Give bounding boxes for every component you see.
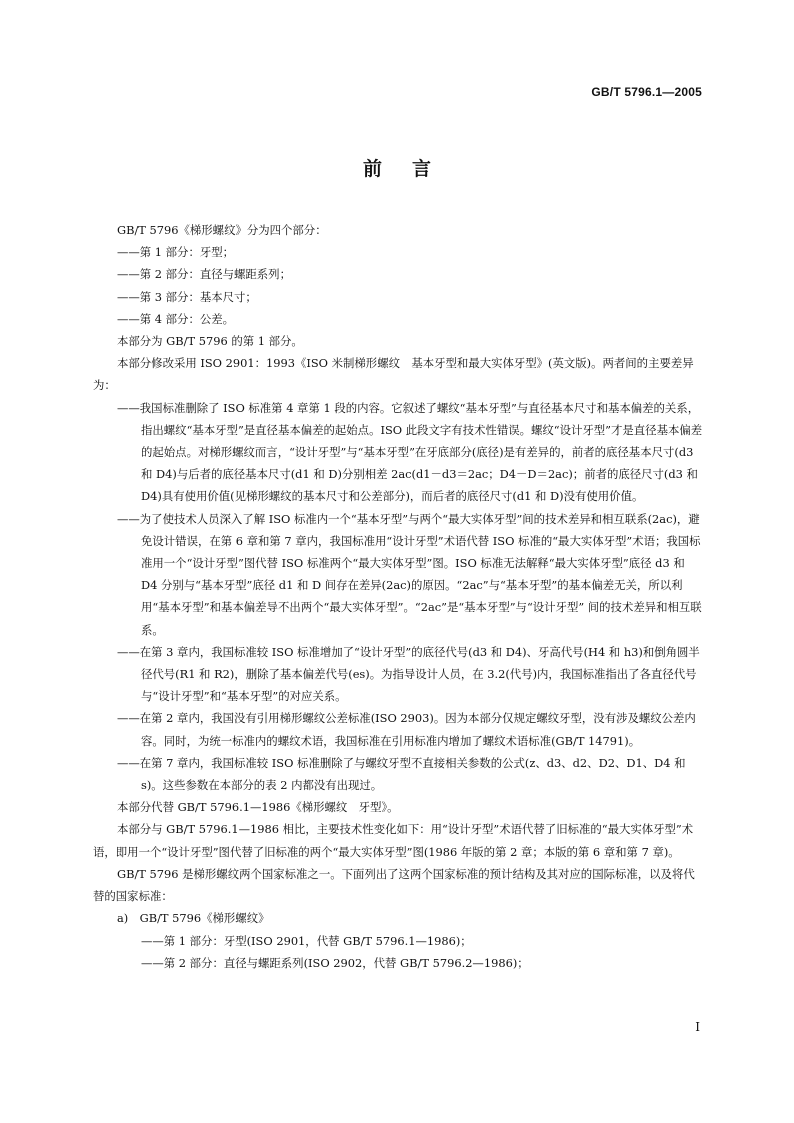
diff-item-5: ——在第 7 章内，我国标准较 ISO 标准删除了与螺纹牙型不直接相关参数的公式(z、d3、d2、D2、D1、D4 和 s)。这些参数在本部分的表 2 内都没有出现过。 [117, 755, 686, 793]
para-adopt: 本部分修改采用 ISO 2901：1993《ISO 米制梯形螺纹 基本牙型和最大实体牙型》(英文版)。两者间的主要差异为： [93, 356, 694, 393]
diff-item-4: ——在第 2 章内，我国没有引用梯形螺纹公差标准(ISO 2903)。因为本部分仅规定螺纹牙型，没有涉及螺纹公差内容。同时，为统一标准内的螺纹术语，我国标准在引用标准内增加了螺纹术语标准(GB/T 14791)。 [117, 711, 696, 748]
standard-code: GB/T 5796.1—2005 [591, 85, 702, 99]
part-item: ——第 1 部分：牙型； [117, 245, 235, 260]
diff-item-1: ——我国标准删除了 ISO 标准第 4 章第 1 段的内容。它叙述了螺纹“基本牙型”与直径基本尺寸和基本偏差的关系，指出螺纹“基本牙型”是直径基本偏差的起始点。ISO 此段文字有技术性错误。螺纹“设计牙型”才是直径基本偏差的起始点。对梯形螺纹而言，“设计牙型”与“基本牙型”在牙底部分(底径)是有差异的，前者的底径基本尺寸(d3 和 D4)与后者的底径基本尺寸(d1 和 D)分别相差 2ac(d1－d3＝2ac；D4－D＝2ac)；前者的底径尺寸(d3 和 D4)具有使用价值(见梯形螺纹的基本尺寸和公差部分)，而后者的底径尺寸(d1 和 D)没有使用价值。 [117, 400, 703, 504]
diff-item-2: ——为了使技术人员深入了解 ISO 标准内一个“基本牙型”与两个“最大实体牙型”间的技术差异和相互联系(2ac)，避免设计错误，在第 6 章和第 7 章内，我国标准用“设计牙型”术语代替 ISO 标准的“最大实体牙型”术语；我国标准用一个“设计牙型”图代替 ISO 标准两个“最大实体牙型”图。ISO 标准无法解释“最大实体牙型”底径 d3 和 D4 分别与“基本牙型”底径 d1 和 D 间存在差异(2ac)的原因。“2ac”与“基本牙型”的基本偏差无关，所以利用“基本牙型”和基本偏差导不出两个“最大实体牙型”。“2ac”是“基本牙型”与“设计牙型” 间的技术差异和相互联系。 [117, 511, 702, 637]
preface-body [93, 219, 703, 974]
part-item: ——第 2 部分：直径与螺距系列； [117, 267, 291, 282]
list-item-a: a) GB/T 5796《梯形螺纹》 [117, 911, 270, 926]
part-item: ——第 4 部分：公差。 [117, 311, 235, 326]
para-changes: 本部分与 GB/T 5796.1—1986 相比，主要技术性变化如下：用“设计牙型”术语代替了旧标准的“最大实体牙型”术语，即用一个“设计牙型”图代替了旧标准的两个“最大实体牙型”图(1986 年版的第 2 章；本版的第 6 章和第 7 章)。 [93, 822, 694, 859]
para-replace: 本部分代替 GB/T 5796.1—1986《梯形螺纹 牙型》。 [117, 800, 399, 815]
list-a-subitem: ——第 2 部分：直径与螺距系列(ISO 2902，代替 GB/T 5796.2—1986)； [141, 955, 529, 970]
part-item: ——第 3 部分：基本尺寸； [117, 289, 257, 304]
para-structure: GB/T 5796 是梯形螺纹两个国家标准之一。下面列出了这两个国家标准的预计结构及其对应的国际标准，以及将代替的国家标准： [93, 866, 695, 904]
para-intro: GB/T 5796《梯形螺纹》分为四个部分： [117, 223, 327, 237]
list-a-subitem: ——第 1 部分：牙型(ISO 2901，代替 GB/T 5796.1—1986)； [141, 933, 472, 948]
page-number: I [695, 1020, 700, 1034]
page-title: 前言 [362, 158, 461, 180]
para-this-part: 本部分为 GB/T 5796 的第 1 部分。 [117, 334, 303, 349]
diff-item-3: ——在第 3 章内，我国标准较 ISO 标准增加了“设计牙型”的底径代号(d3 和 D4)、牙高代号(H4 和 h3)和倒角圆半径代号(R1 和 R2)，删除了基本偏差代号(es)。为指导设计人员，在 3.2(代号)内，我国标准指出了各直径代号与“设计牙型”和“基本牙型”的对应关系。 [117, 644, 700, 704]
